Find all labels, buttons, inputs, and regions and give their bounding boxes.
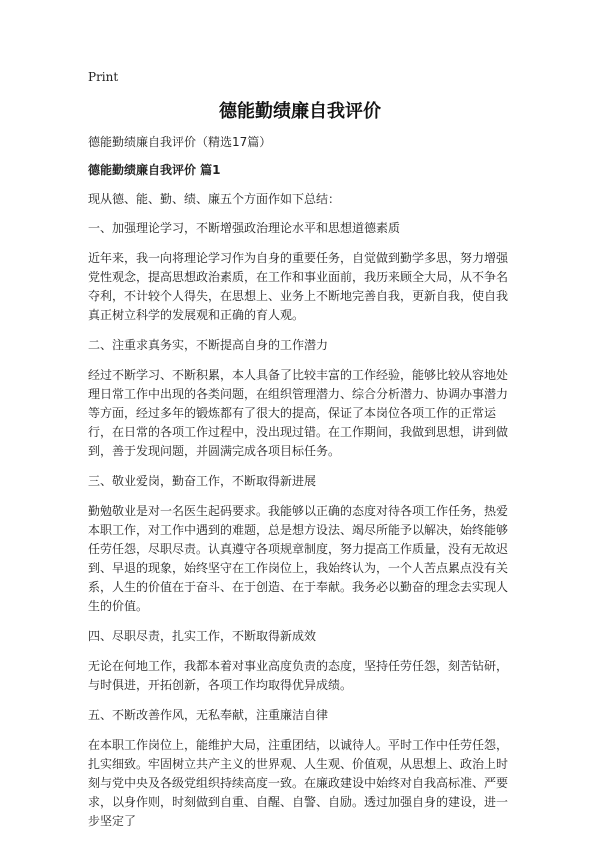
paragraph-5: 在本职工作岗位上，能维护大局，注重团结，以诚待人。平时工作中任劳任怨，扎实细致。牢固树立共产主义的世界观、人生观、价值观，从思想上、政治上时刻与党中央及各级党组织持续高度一致。在廉政建设中始终对自我高标准、严要求，以身作则，时刻做到自重、自醒、自警、自励。透过加强自身的建设，进一步坚定了 <box>88 738 509 828</box>
paragraph-4: 无论在何地工作，我都本着对事业高度负责的态度，坚持任劳任怨，刻苦钻研，与时俱进，开拓创新，各项工作均取得优异成绩。 <box>88 659 509 692</box>
section-heading-4: 四、尽职尽责，扎实工作，不断取得新成效 <box>88 629 317 643</box>
section-title: 德能勤绩廉自我评价 篇1 <box>88 163 221 177</box>
section-heading-1: 一、加强理论学习，不断增强政治理论水平和思想道德素质 <box>88 221 401 235</box>
section-heading-5: 五、不断改善作风，无私奉献，注重廉洁自律 <box>88 708 329 722</box>
print-link[interactable]: Print <box>88 70 119 84</box>
paragraph-1: 近年来，我一向将理论学习作为自身的重要任务，自觉做到勤学多思，努力增强党性观念，提高思想政治素质，在工作和事业面前，我历来顾全大局，从不争名夺利，不计较个人得失，在思想上、业务上不断地完善自我，更新自我，使自我真正树立科学的发展观和正确的育人观。 <box>88 251 509 322</box>
intro-paragraph: 现从德、能、勤、绩、廉五个方面作如下总结： <box>88 192 341 206</box>
document-subtitle: 德能勤绩廉自我评价（精选17篇） <box>88 135 272 149</box>
document-body <box>88 190 514 842</box>
paragraph-3: 勤勉敬业是对一名医生起码要求。我能够以正确的态度对待各项工作任务，热爱本职工作，对工作中遇到的难题，总是想方设法、竭尽所能予以解决，始终能够任劳任怨，尽职尽责。认真遵守各项规章制度，努力提高工作质量，没有无故迟到、早退的现象，始终坚守在工作岗位上，我始终认为，一个人苦点累点没有关系，人生的价值在于奋斗、在于创造、在于奉献。我务必以勤奋的理念去实现人生的价值。 <box>88 504 509 613</box>
paragraph-2: 经过不断学习、不断积累，本人具备了比较丰富的工作经验，能够比较从容地处理日常工作中出现的各类问题，在组织管理潜力、综合分析潜力、协调办事潜力等方面，经过多年的锻炼都有了很大的提高，保证了本岗位各项工作的正常运行，在日常的各项工作过程中，没出现过错。在工作期间，我做到思想，讲到做到，善于发现问题，并圆满完成各项目标任务。 <box>88 368 509 458</box>
section-heading-2: 二、注重求真务实，不断提高自身的工作潜力 <box>88 338 329 352</box>
page-title: 德能勤绩廉自我评价 <box>219 101 381 122</box>
section-heading-3: 三、敬业爱岗，勤奋工作，不断取得新进展 <box>88 474 317 488</box>
